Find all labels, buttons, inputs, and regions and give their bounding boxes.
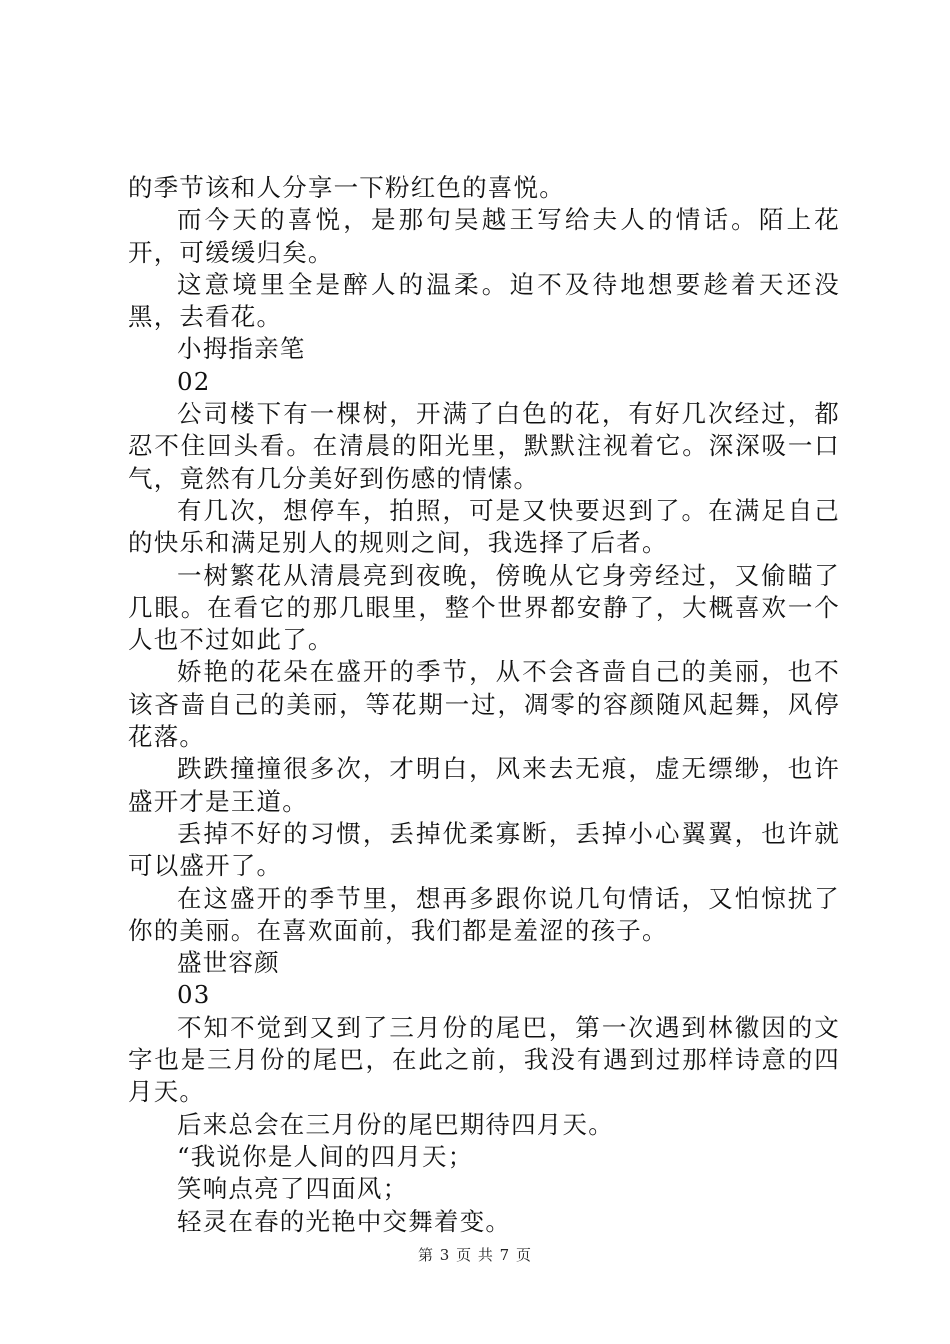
signature-line: 小拇指亲笔 — [177, 334, 306, 364]
paragraph-1: 的季节该和人分享一下粉红色的喜悦。 — [128, 173, 565, 202]
paragraph-11: 丢掉不好的习惯，丢掉优柔寡断，丢掉小心翼翼，也许就可以盛开了。 — [128, 818, 840, 881]
poem-line: 笑响点亮了四面风； — [177, 1174, 409, 1204]
page-footer — [0, 1244, 950, 1265]
section-number: 03 — [177, 980, 211, 1010]
paragraph-8: 一树繁花从清晨亮到夜晚，傍晚从它身旁经过，又偷瞄了几眼。在看它的那几眼里，整个世界都安静了，大概喜欢一个人也不过如此了。 — [128, 560, 840, 655]
paragraph-2: 而今天的喜悦，是那句吴越王写给夫人的情话。陌上花开，可缓缓归矣。 — [128, 205, 840, 267]
paragraph-10: 跌跌撞撞很多次，才明白，风来去无痕，虚无缥缈，也许盛开才是王道。 — [128, 754, 840, 816]
body-text — [128, 172, 840, 1238]
signature-line: 盛世容颜 — [177, 948, 280, 978]
paragraph-16: 后来总会在三月份的尾巴期待四月天。 — [177, 1109, 614, 1139]
paragraph-3: 这意境里全是醉人的温柔。迫不及待地想要趁着天还没黑，去看花。 — [128, 269, 840, 332]
paragraph-7: 有几次，想停车，拍照，可是又快要迟到了。在满足自己的快乐和满足别人的规则之间，我选择了后者。 — [128, 495, 840, 558]
poem-line: “我说你是人间的四月天； — [177, 1141, 474, 1171]
paragraph-12: 在这盛开的季节里，想再多跟你说几句情话，又怕惊扰了你的美丽。在喜欢面前，我们都是羞涩的孩子。 — [128, 883, 840, 945]
section-number: 02 — [177, 366, 211, 396]
page-number-label: 第 3 页 共 7 页 — [418, 1246, 532, 1264]
paragraph-9: 娇艳的花朵在盛开的季节，从不会吝啬自己的美丽，也不该吝啬自己的美丽，等花期一过，凋零的容颜随风起舞，风停花落。 — [128, 657, 840, 752]
poem-line: 轻灵在春的光艳中交舞着变。 — [177, 1206, 512, 1236]
paragraph-15: 不知不觉到又到了三月份的尾巴，第一次遇到林徽因的文字也是三月份的尾巴，在此之前，我没有遇到过那样诗意的四月天。 — [128, 1012, 840, 1107]
paragraph-6: 公司楼下有一棵树，开满了白色的花，有好几次经过，都忍不住回头看。在清晨的阳光里，默默注视着它。深深吸一口气，竟然有几分美好到伤感的情愫。 — [128, 399, 840, 493]
